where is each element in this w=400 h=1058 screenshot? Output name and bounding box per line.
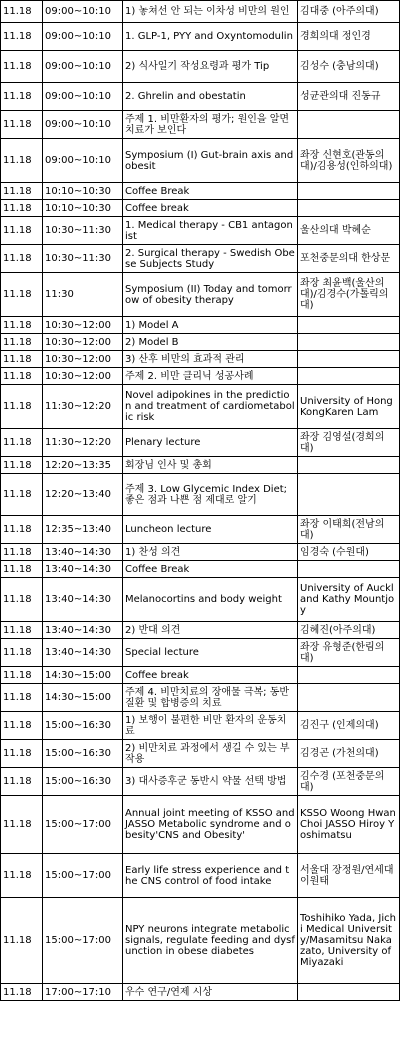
table-row <box>1 578 400 622</box>
title-cell: 1. GLP-1, PYY and Oxyntomodulin <box>123 23 298 51</box>
speaker-cell: 김대중 (아주의대) <box>298 1 400 23</box>
date-cell: 11.18 <box>1 83 43 111</box>
title-cell: 2) 반대 의견 <box>123 622 298 639</box>
speaker-cell: 성균관의대 진동규 <box>298 83 400 111</box>
title-cell: 회장님 인사 및 총회 <box>123 457 298 474</box>
time-cell: 09:00~10:10 <box>43 83 123 111</box>
speaker-cell: 울산의대 박혜순 <box>298 217 400 245</box>
date-cell: 11.18 <box>1 544 43 561</box>
table-row <box>1 273 400 317</box>
title-cell: Annual joint meeting of KSSO and JASSO Metabolic syndrome and obesity'CNS and Obesity' <box>123 796 298 854</box>
table-row <box>1 368 400 385</box>
speaker-cell: 경희의대 정인경 <box>298 23 400 51</box>
speaker-cell: 김경곤 (가천의대) <box>298 740 400 768</box>
time-cell: 15:00~17:00 <box>43 796 123 854</box>
time-cell: 15:00~16:30 <box>43 740 123 768</box>
table-row <box>1 317 400 334</box>
time-cell: 12:20~13:40 <box>43 474 123 516</box>
date-cell: 11.18 <box>1 740 43 768</box>
date-cell: 11.18 <box>1 368 43 385</box>
speaker-cell: 좌장 이태희(전남의대) <box>298 516 400 544</box>
table-row <box>1 768 400 796</box>
table-row <box>1 111 400 139</box>
date-cell: 11.18 <box>1 854 43 898</box>
table-row <box>1 684 400 712</box>
date-cell: 11.18 <box>1 429 43 457</box>
table-row <box>1 796 400 854</box>
speaker-cell: 좌장 최윤백(울산의대)/김경수(가톨릭의대) <box>298 273 400 317</box>
time-cell: 10:10~10:30 <box>43 200 123 217</box>
title-cell: Symposium (I) Gut-brain axis and obesit <box>123 139 298 183</box>
table-row <box>1 51 400 83</box>
speaker-cell: 좌장 김영설(경희의대) <box>298 429 400 457</box>
table-row <box>1 667 400 684</box>
table-row <box>1 516 400 544</box>
table-row <box>1 854 400 898</box>
title-cell: Novel adipokines in the prediction and treatment of cardiometabolic risk <box>123 385 298 429</box>
title-cell: Coffee break <box>123 667 298 684</box>
table-row <box>1 898 400 984</box>
title-cell: Coffee break <box>123 200 298 217</box>
time-cell: 11:30~12:20 <box>43 429 123 457</box>
date-cell: 11.18 <box>1 1 43 23</box>
title-cell: 1) Model A <box>123 317 298 334</box>
time-cell: 13:40~14:30 <box>43 622 123 639</box>
time-cell: 12:35~13:40 <box>43 516 123 544</box>
date-cell: 11.18 <box>1 200 43 217</box>
date-cell: 11.18 <box>1 712 43 740</box>
speaker-cell <box>298 684 400 712</box>
speaker-cell: 서울대 장정원/연세대 이원태 <box>298 854 400 898</box>
speaker-cell: KSSO Woong Hwan Choi JASSO Hiroy Yoshimatsu <box>298 796 400 854</box>
table-row <box>1 984 400 1001</box>
date-cell: 11.18 <box>1 273 43 317</box>
speaker-cell <box>298 474 400 516</box>
speaker-cell: University of Auckland Kathy Mountjoy <box>298 578 400 622</box>
time-cell: 13:40~14:30 <box>43 544 123 561</box>
time-cell: 10:30~11:30 <box>43 217 123 245</box>
date-cell: 11.18 <box>1 516 43 544</box>
time-cell: 11:30~12:20 <box>43 385 123 429</box>
table-row <box>1 217 400 245</box>
speaker-cell: Toshihiko Yada, Jichi Medical University/Masamitsu Nakazato, University of Miyazaki <box>298 898 400 984</box>
time-cell: 10:10~10:30 <box>43 183 123 200</box>
time-cell: 17:00~17:10 <box>43 984 123 1001</box>
speaker-cell <box>298 561 400 578</box>
title-cell: 주제 2. 비만 클리닉 성공사례 <box>123 368 298 385</box>
date-cell: 11.18 <box>1 639 43 667</box>
time-cell: 14:30~15:00 <box>43 684 123 712</box>
date-cell: 11.18 <box>1 385 43 429</box>
time-cell: 10:30~12:00 <box>43 317 123 334</box>
date-cell: 11.18 <box>1 334 43 351</box>
title-cell: 2) 비만치료 과정에서 생길 수 있는 부작용 <box>123 740 298 768</box>
speaker-cell <box>298 351 400 368</box>
speaker-cell: 임경숙 (수원대) <box>298 544 400 561</box>
title-cell: Melanocortins and body weight <box>123 578 298 622</box>
title-cell: Special lecture <box>123 639 298 667</box>
speaker-cell: 좌장 신현호(관동의대)/김용성(인하의대) <box>298 139 400 183</box>
time-cell: 13:40~14:30 <box>43 578 123 622</box>
speaker-cell: University of HongKongKaren Lam <box>298 385 400 429</box>
date-cell: 11.18 <box>1 23 43 51</box>
title-cell: 주제 3. Low Glycemic Index Diet; 좋은 점과 나쁜 점 제대로 알기 <box>123 474 298 516</box>
table-row <box>1 639 400 667</box>
table-row <box>1 385 400 429</box>
date-cell: 11.18 <box>1 984 43 1001</box>
speaker-cell: 포천중문의대 한상문 <box>298 245 400 273</box>
table-row <box>1 351 400 368</box>
date-cell: 11.18 <box>1 768 43 796</box>
time-cell: 15:00~16:30 <box>43 768 123 796</box>
time-cell: 09:00~10:10 <box>43 1 123 23</box>
time-cell: 11:30 <box>43 273 123 317</box>
speaker-cell <box>298 317 400 334</box>
time-cell: 15:00~17:00 <box>43 854 123 898</box>
table-row <box>1 474 400 516</box>
table-row <box>1 544 400 561</box>
title-cell: Symposium (II) Today and tomorrow of obesity therapy <box>123 273 298 317</box>
time-cell: 10:30~11:30 <box>43 245 123 273</box>
title-cell: 우수 연구/연제 시상 <box>123 984 298 1001</box>
time-cell: 13:40~14:30 <box>43 561 123 578</box>
schedule-body <box>1 1 400 1001</box>
date-cell: 11.18 <box>1 667 43 684</box>
speaker-cell <box>298 111 400 139</box>
table-row <box>1 200 400 217</box>
time-cell: 10:30~12:00 <box>43 368 123 385</box>
table-row <box>1 1 400 23</box>
speaker-cell: 김수경 (포천중문의대) <box>298 768 400 796</box>
title-cell: 주제 4. 비만치료의 장애물 극복; 동반 질환 및 합병증의 치료 <box>123 684 298 712</box>
title-cell: 2. Surgical therapy - Swedish Obese Subjects Study <box>123 245 298 273</box>
table-row <box>1 23 400 51</box>
title-cell: 3) 대사증후군 동반시 약물 선택 방법 <box>123 768 298 796</box>
time-cell: 14:30~15:00 <box>43 667 123 684</box>
table-row <box>1 429 400 457</box>
table-row <box>1 139 400 183</box>
table-row <box>1 622 400 639</box>
table-row <box>1 561 400 578</box>
time-cell: 10:30~12:00 <box>43 351 123 368</box>
title-cell: Luncheon lecture <box>123 516 298 544</box>
title-cell: 2) 식사일기 작성요령과 평가 Tip <box>123 51 298 83</box>
title-cell: 2) Model B <box>123 334 298 351</box>
speaker-cell <box>298 457 400 474</box>
title-cell: 2. Ghrelin and obestatin <box>123 83 298 111</box>
date-cell: 11.18 <box>1 684 43 712</box>
title-cell: 1) 찬성 의견 <box>123 544 298 561</box>
date-cell: 11.18 <box>1 51 43 83</box>
title-cell: NPY neurons integrate metabolic signals, regulate feeding and dysfunction in obese diabetes <box>123 898 298 984</box>
title-cell: Coffee Break <box>123 183 298 200</box>
time-cell: 12:20~13:35 <box>43 457 123 474</box>
date-cell: 11.18 <box>1 622 43 639</box>
title-cell: Plenary lecture <box>123 429 298 457</box>
title-cell: 1) 보행이 불편한 비만 환자의 운동치료 <box>123 712 298 740</box>
table-row <box>1 83 400 111</box>
speaker-cell <box>298 368 400 385</box>
table-row <box>1 457 400 474</box>
title-cell: 3) 산후 비만의 효과적 관리 <box>123 351 298 368</box>
speaker-cell <box>298 200 400 217</box>
speaker-cell: 김진구 (인제의대) <box>298 712 400 740</box>
speaker-cell <box>298 183 400 200</box>
speaker-cell <box>298 334 400 351</box>
table-row <box>1 334 400 351</box>
table-row <box>1 183 400 200</box>
table-row <box>1 712 400 740</box>
speaker-cell <box>298 667 400 684</box>
time-cell: 09:00~10:10 <box>43 51 123 83</box>
date-cell: 11.18 <box>1 898 43 984</box>
table-row <box>1 245 400 273</box>
title-cell: 1) 놓쳐선 안 되는 이차성 비만의 원인 <box>123 1 298 23</box>
date-cell: 11.18 <box>1 111 43 139</box>
date-cell: 11.18 <box>1 245 43 273</box>
title-cell: 1. Medical therapy - CB1 antagonist <box>123 217 298 245</box>
time-cell: 13:40~14:30 <box>43 639 123 667</box>
time-cell: 15:00~16:30 <box>43 712 123 740</box>
date-cell: 11.18 <box>1 217 43 245</box>
date-cell: 11.18 <box>1 183 43 200</box>
time-cell: 15:00~17:00 <box>43 898 123 984</box>
speaker-cell <box>298 984 400 1001</box>
date-cell: 11.18 <box>1 351 43 368</box>
time-cell: 10:30~12:00 <box>43 334 123 351</box>
time-cell: 09:00~10:10 <box>43 23 123 51</box>
speaker-cell: 좌장 유형준(한림의대) <box>298 639 400 667</box>
date-cell: 11.18 <box>1 317 43 334</box>
date-cell: 11.18 <box>1 139 43 183</box>
table-row <box>1 740 400 768</box>
time-cell: 09:00~10:10 <box>43 139 123 183</box>
title-cell: Early life stress experience and the CNS control of food intake <box>123 854 298 898</box>
speaker-cell: 김혜진(아주의대) <box>298 622 400 639</box>
title-cell: Coffee Break <box>123 561 298 578</box>
date-cell: 11.18 <box>1 796 43 854</box>
date-cell: 11.18 <box>1 578 43 622</box>
date-cell: 11.18 <box>1 474 43 516</box>
date-cell: 11.18 <box>1 457 43 474</box>
title-cell: 주제 1. 비만환자의 평가; 원인을 알면 치료가 보인다 <box>123 111 298 139</box>
date-cell: 11.18 <box>1 561 43 578</box>
speaker-cell: 김성수 (충남의대) <box>298 51 400 83</box>
time-cell: 09:00~10:10 <box>43 111 123 139</box>
